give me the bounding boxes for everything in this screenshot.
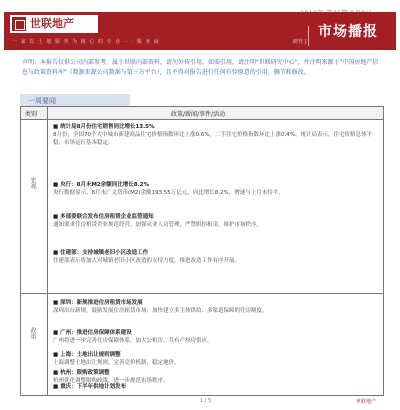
news-item [53,329,375,345]
news-title: ■ 深圳：新规推进住房租赁市场发展 [53,300,143,306]
footer-brand: 世联地产 [355,399,376,405]
logo [10,15,98,33]
slogan: 一 家 以 土 地 服 务 为 核 心 的 专 业 ·· · 服 务 商 [12,39,160,45]
news-item [53,249,375,265]
row-label-macro: 宏观 [29,177,36,189]
col-content-header: 政策/新闻/事件/活动 [171,111,226,118]
news-body: 杭州优化调整限购政策，进一步规范市场秩序。 [53,378,169,384]
news-table [20,106,384,396]
news-body: 通知要求住房租赁企业规范经营，加强从业人员管理，严禁哄抬租金，维护市场秩序。 [53,222,263,228]
news-item [53,351,375,367]
news-item [53,123,375,147]
row-divider [21,293,383,294]
news-item [53,213,375,229]
news-body: 广州将进一步完善住房保障体系，加大公租房、共有产权房供应。 [53,338,213,344]
news-item [53,299,375,315]
page-header [4,12,396,50]
news-title: ■ 统计局8月份住宅销售同比增长13.5% [53,124,155,130]
news-body: 深圳出台新规，鼓励发展住房租赁市场，加快建立多主体供给、多渠道保障的住房制度。 [53,308,268,314]
news-title: ■ 重庆：下半年供地计划发布 [53,384,127,390]
news-item [53,181,375,197]
weekly-news-title: 一周要闻 [28,97,56,105]
news-item [53,383,375,391]
logo-icon [12,17,26,31]
page-footer [20,398,382,408]
disclaimer-notice: 声明：本报告仅供公司内部参考，属于世联内部资料，请勿外传引用。如需引用，请注明"世联研究中心"，并注明来源于"中国房地产信息与政策资料库"（数据来源公司数据与第三方平台），且不得对报告进行任何有悖原意的引用、删节和修改。 [22,59,379,76]
news-body: 8月份，全国70个大中城市新建商品住宅价格指数环比上涨0.6%，二手住宅价格指数环比上涨0.4%。统计局表示，住宅价格总体平稳，市场运行基本稳定。 [53,132,372,146]
section-title: 市场播报 [318,24,378,40]
news-title: ■ 多部委联合发布住房租赁企业监管通知 [53,214,154,220]
publication-label: 研究 | [293,39,307,45]
table-header [21,107,383,120]
header-divider [308,26,309,46]
category-column [21,107,48,395]
page-number: 1 / 5 [200,398,212,404]
news-title: ■ 杭州：限购政策调整 [53,370,110,376]
news-title: ■ 央行：8月末M2余额同比增长8.2% [53,182,149,188]
logo-name: 世联地产 [30,17,74,30]
news-title: ■ 广州：推进住房保障体系建设 [53,330,132,336]
news-body: 上海调整土地出让规则，完善竞价机制，稳定地价。 [53,360,180,366]
news-body: 住建部表示将加大对城镇老旧小区改造的支持力度，推进改造工作有序开展。 [53,258,241,264]
row-label-policy: 政策 [29,327,36,339]
news-body: 央行数据显示，8月末广义货币(M2)余额193.55万亿元，同比增长8.2%，增速与上月末持平。 [53,190,284,196]
news-title: ■ 住建部：支持城镇老旧小区改造工作 [53,250,149,256]
col-label-header: 类别 [25,111,38,118]
news-title: ■ 上海：土地出让规则调整 [53,352,121,358]
